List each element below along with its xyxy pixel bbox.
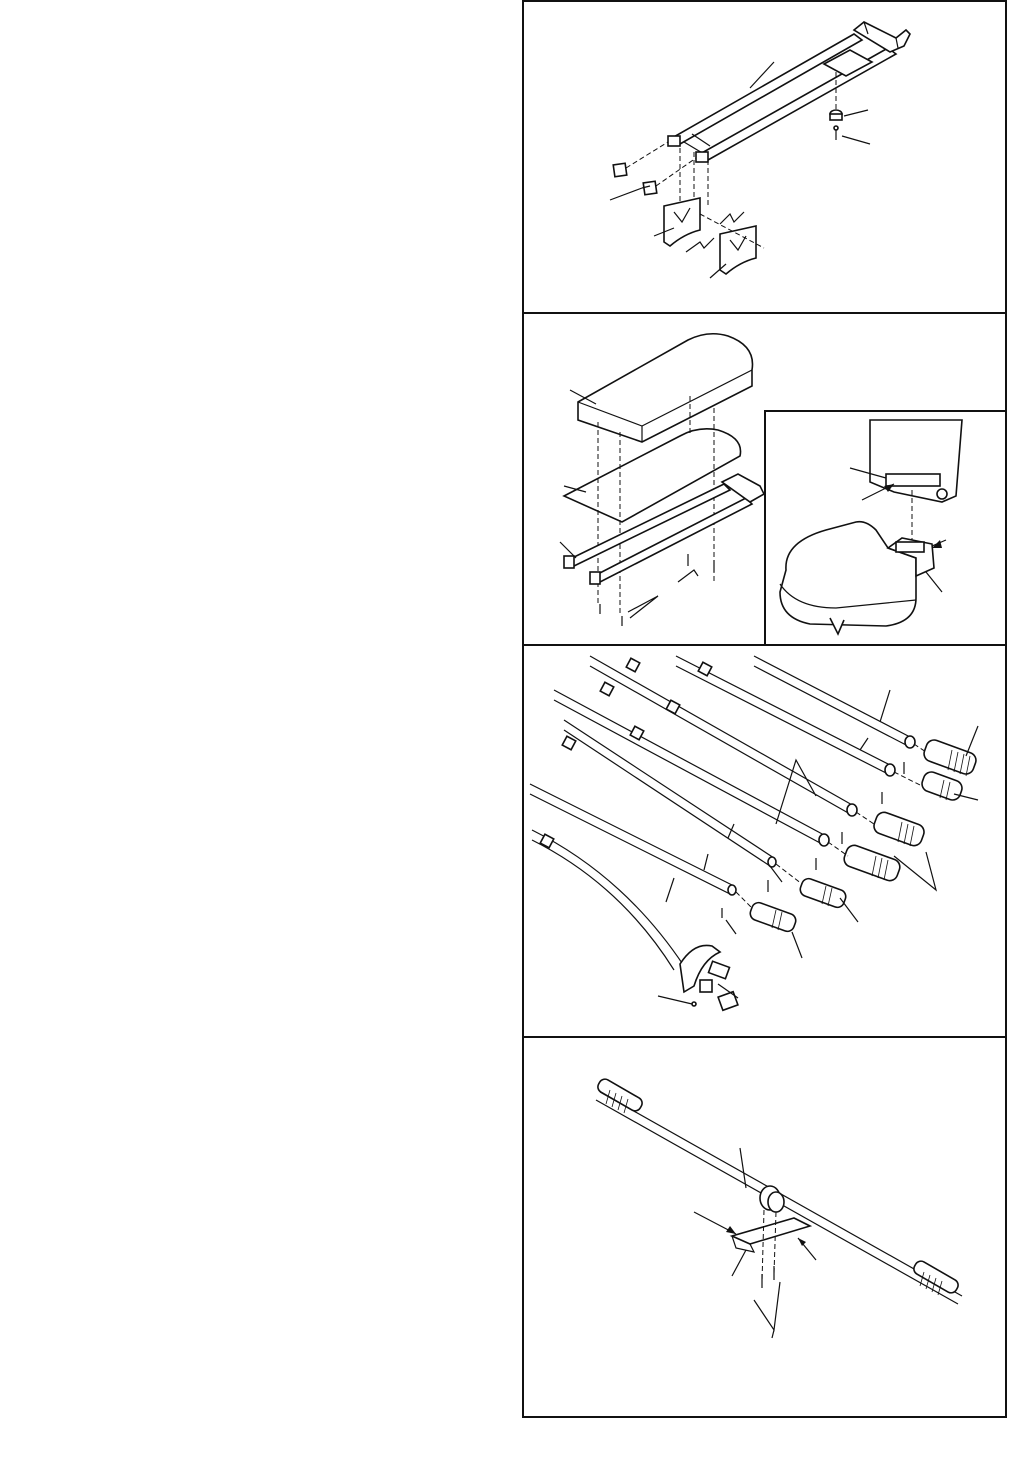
figure-frame xyxy=(522,0,1007,1418)
bars-and-handles-drawing xyxy=(524,646,1005,1038)
long-bar-bracket-drawing xyxy=(524,1038,1005,1416)
figure-seat-assembly xyxy=(524,314,1005,646)
handle-grips xyxy=(748,738,978,934)
figure-bars-assembly xyxy=(524,646,1005,1038)
frame-rail-assembly-drawing xyxy=(524,2,1005,314)
inset-detail xyxy=(764,410,1005,644)
figure-long-bar-assembly xyxy=(524,1038,1005,1416)
figure-frame-assembly xyxy=(524,2,1005,314)
pad-bracket-detail-drawing xyxy=(766,412,1005,644)
